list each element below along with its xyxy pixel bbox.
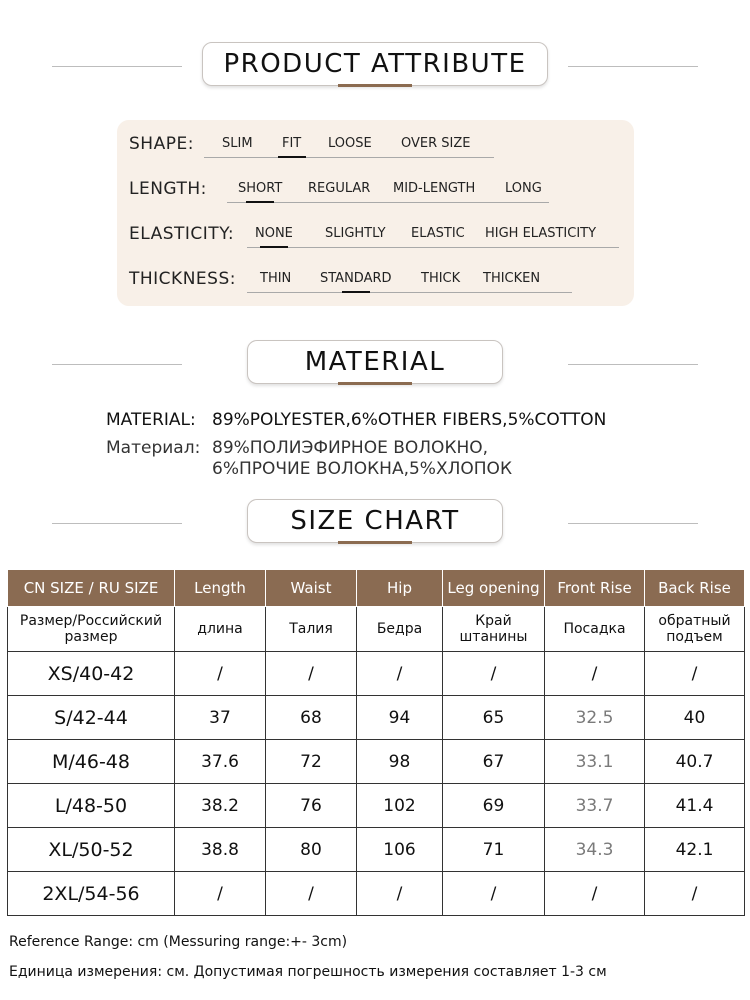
title-accent-bar [338, 541, 412, 544]
table-row [8, 740, 745, 784]
divider-line [52, 364, 182, 365]
table-cell: / [266, 652, 357, 696]
column-subheader: длина [175, 607, 266, 652]
material-value-en: 89%POLYESTER,6%OTHER FIBERS,5%COTTON [212, 410, 607, 430]
column-subheader: Размер/Российский размер [8, 607, 175, 652]
size-chart-table [7, 569, 745, 916]
table-cell: 98 [357, 740, 443, 784]
material-value-ru: 89%ПОЛИЭФИРНОЕ ВОЛОКНО, [212, 438, 489, 458]
attribute-row-thickness [129, 265, 629, 295]
table-cell: 68 [266, 696, 357, 740]
table-cell: / [175, 652, 266, 696]
attribute-option: THICK [421, 271, 461, 286]
table-cell: 37 [175, 696, 266, 740]
attribute-option: SLIM [222, 136, 253, 151]
section-title-pill [202, 42, 548, 86]
divider-line [52, 523, 182, 524]
table-cell: / [175, 872, 266, 916]
table-subheader-row [8, 607, 745, 652]
table-cell: 42.1 [645, 828, 745, 872]
section-title: SIZE CHART [290, 506, 460, 536]
table-row [8, 872, 745, 916]
column-header: Back Rise [645, 570, 745, 607]
size-cell: XS/40-42 [8, 652, 175, 696]
column-subheader: Бедра [357, 607, 443, 652]
table-cell: 34.3 [545, 828, 645, 872]
attribute-option-selected: SHORT [238, 181, 283, 196]
attribute-rule [247, 292, 572, 293]
table-cell: 94 [357, 696, 443, 740]
table-cell: 72 [266, 740, 357, 784]
material-value-ru-cont: 6%ПРОЧИЕ ВОЛОКНА,5%ХЛОПОК [212, 459, 513, 479]
table-cell: 33.7 [545, 784, 645, 828]
attribute-option: LONG [505, 181, 542, 196]
table-row [8, 828, 745, 872]
section-title: MATERIAL [304, 347, 446, 377]
table-cell: 41.4 [645, 784, 745, 828]
table-cell: 71 [443, 828, 545, 872]
table-cell: 76 [266, 784, 357, 828]
size-cell: 2XL/54-56 [8, 872, 175, 916]
size-chart-header [0, 499, 750, 549]
section-title: PRODUCT ATTRIBUTE [223, 49, 527, 79]
table-cell: / [357, 872, 443, 916]
table-cell: 38.8 [175, 828, 266, 872]
divider-line [52, 66, 182, 67]
attribute-label: SHAPE: [129, 134, 194, 154]
table-row [8, 696, 745, 740]
column-subheader: Талия [266, 607, 357, 652]
attribute-option: THICKEN [483, 271, 541, 286]
table-cell: / [443, 872, 545, 916]
table-cell: / [266, 872, 357, 916]
column-subheader: Посадка [545, 607, 645, 652]
divider-line [568, 523, 698, 524]
attribute-panel [117, 120, 634, 306]
table-cell: 102 [357, 784, 443, 828]
material-label-en: MATERIAL: [106, 410, 196, 430]
column-header: Hip [357, 570, 443, 607]
table-cell: 33.1 [545, 740, 645, 784]
attribute-row-elasticity [129, 220, 629, 250]
attribute-option: LOOSE [328, 136, 372, 151]
attribute-row-shape [129, 130, 629, 160]
size-cell: S/42-44 [8, 696, 175, 740]
attribute-option: ELASTIC [411, 226, 465, 241]
title-accent-bar [338, 382, 412, 385]
table-row [8, 784, 745, 828]
attribute-option-selected: STANDARD [320, 271, 392, 286]
section-title-pill [247, 340, 503, 384]
attribute-option: REGULAR [308, 181, 371, 196]
table-cell: 40.7 [645, 740, 745, 784]
material-label-ru: Материал: [106, 438, 201, 458]
footnote-ru: Единица измерения: см. Допустимая погрешность измерения составляет 1-3 см [9, 964, 607, 980]
title-accent-bar [338, 84, 412, 87]
table-cell: 38.2 [175, 784, 266, 828]
column-subheader: обратный подъем [645, 607, 745, 652]
footnote-en: Reference Range: cm (Messuring range:+- 3cm) [9, 934, 348, 950]
attribute-row-length [129, 175, 629, 205]
column-header: Length [175, 570, 266, 607]
column-header: Waist [266, 570, 357, 607]
table-cell: 40 [645, 696, 745, 740]
attribute-rule [227, 202, 549, 203]
table-cell: / [545, 872, 645, 916]
attribute-option: SLIGHTLY [325, 226, 386, 241]
attribute-label: ELASTICITY: [129, 224, 235, 244]
table-cell: 106 [357, 828, 443, 872]
table-cell: 65 [443, 696, 545, 740]
table-cell: 67 [443, 740, 545, 784]
table-row [8, 652, 745, 696]
table-cell: / [645, 652, 745, 696]
column-header: Leg opening [443, 570, 545, 607]
table-cell: 37.6 [175, 740, 266, 784]
section-title-pill [247, 499, 503, 543]
table-cell: / [443, 652, 545, 696]
attribute-label: THICKNESS: [129, 269, 236, 289]
table-cell: / [645, 872, 745, 916]
table-cell: 80 [266, 828, 357, 872]
attribute-option: HIGH ELASTICITY [485, 226, 597, 241]
attribute-rule [247, 247, 619, 248]
size-cell: XL/50-52 [8, 828, 175, 872]
attribute-option-selected: NONE [255, 226, 293, 241]
table-cell: 69 [443, 784, 545, 828]
attribute-option: MID-LENGTH [393, 181, 476, 196]
table-header-row [8, 570, 745, 607]
divider-line [568, 364, 698, 365]
table-cell: / [545, 652, 645, 696]
attribute-rule [204, 157, 494, 158]
table-cell: 32.5 [545, 696, 645, 740]
divider-line [568, 66, 698, 67]
attribute-option: OVER SIZE [401, 136, 471, 151]
column-subheader: Край штанины [443, 607, 545, 652]
material-header [0, 340, 750, 390]
table-cell: / [357, 652, 443, 696]
attribute-option: THIN [260, 271, 292, 286]
size-cell: M/46-48 [8, 740, 175, 784]
column-header: Front Rise [545, 570, 645, 607]
product-attribute-header [0, 42, 750, 92]
column-header: CN SIZE / RU SIZE [8, 570, 175, 607]
size-cell: L/48-50 [8, 784, 175, 828]
attribute-label: LENGTH: [129, 179, 207, 199]
attribute-option-selected: FIT [282, 136, 302, 151]
